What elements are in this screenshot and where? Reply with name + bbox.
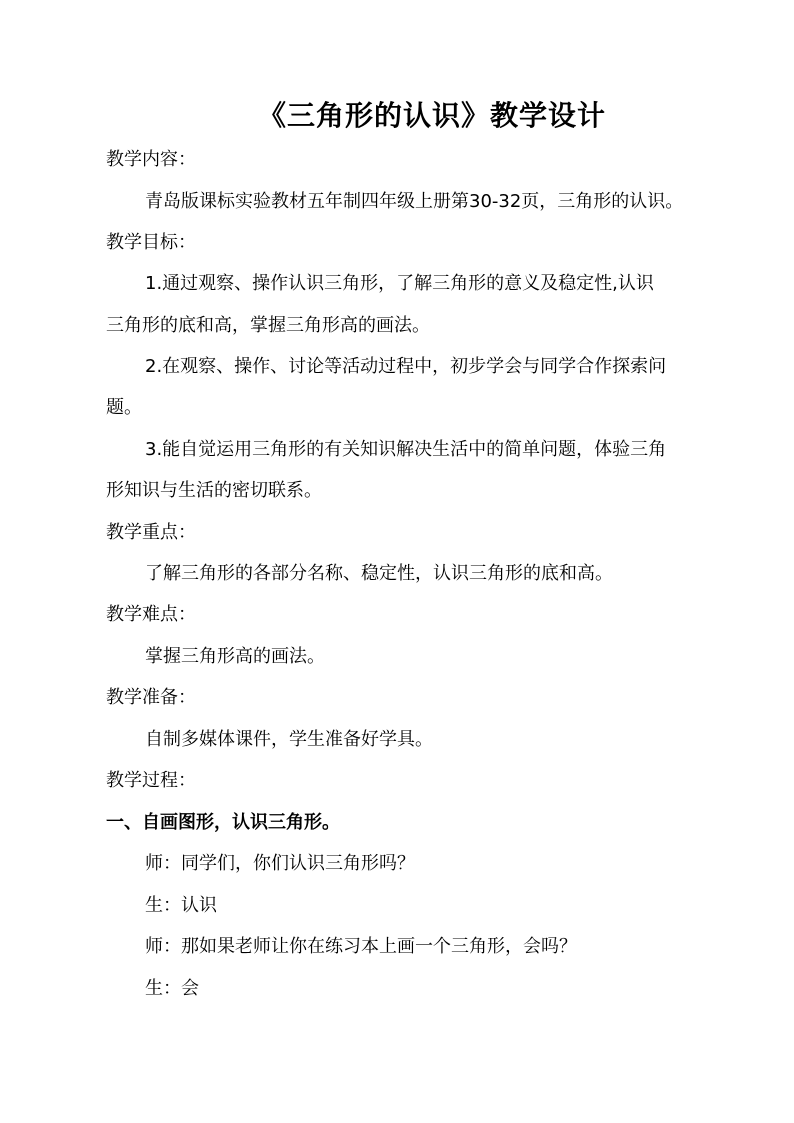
section-heading-1: 一、自画图形，认识三角形。 (106, 812, 340, 833)
objective-2-line-1: 2.在观察、操作、讨论等活动过程中，初步学会与同学合作探索问 (145, 356, 667, 377)
heading-difficult-points: 教学难点： (106, 604, 196, 625)
objective-3-line-1: 3.能自觉运用三角形的有关知识解决生活中的简单问题，体验三角 (145, 439, 667, 460)
dialogue-line-4: 生：会 (145, 978, 199, 999)
paragraph-preparation: 自制多媒体课件，学生准备好学具。 (145, 729, 433, 750)
document-title: 《三角形的认识》教学设计 (257, 99, 606, 132)
heading-teaching-process: 教学过程： (106, 770, 196, 791)
paragraph-difficult-points: 掌握三角形高的画法。 (145, 646, 325, 667)
objective-1-line-2: 三角形的底和高，掌握三角形高的画法。 (106, 315, 430, 336)
paragraph-key-points: 了解三角形的各部分名称、稳定性，认识三角形的底和高。 (145, 563, 613, 584)
heading-key-points: 教学重点： (106, 522, 196, 543)
paragraph-teaching-content: 青岛版课标实验教材五年制四年级上册第30-32页，三角形的认识。 (145, 191, 684, 212)
objective-2-line-2: 题。 (106, 397, 142, 418)
heading-preparation: 教学准备： (106, 687, 196, 708)
heading-teaching-objectives: 教学目标： (106, 232, 196, 253)
heading-teaching-content: 教学内容： (106, 149, 196, 170)
objective-3-line-2: 形知识与生活的密切联系。 (106, 480, 322, 501)
dialogue-line-2: 生：认识 (145, 895, 217, 916)
dialogue-line-3: 师：那如果老师让你在练习本上画一个三角形，会吗？ (145, 936, 577, 957)
dialogue-line-1: 师：同学们，你们认识三角形吗？ (145, 853, 415, 874)
objective-1-line-1: 1.通过观察、操作认识三角形，了解三角形的意义及稳定性,认识 (145, 273, 654, 294)
